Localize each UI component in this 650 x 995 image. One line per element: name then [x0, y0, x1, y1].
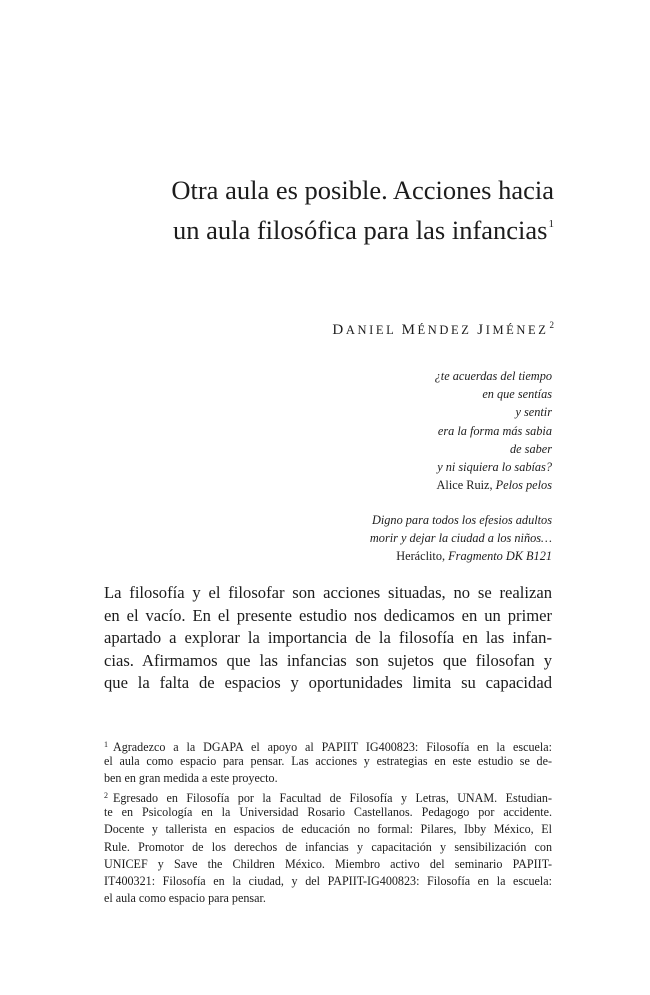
footnote-1-line: ben en gran medida a este proyecto.: [104, 771, 278, 786]
footnote-2-line: IT400321: Filosofía en la ciudad, y del PAPIIT-IG400823: Filosofía en la escuela:: [104, 873, 552, 888]
epigraph-line: morir y dejar la ciudad a los niños…: [369, 531, 552, 546]
footnote-2-line: [104, 787, 552, 804]
author-third-initial: J: [477, 322, 486, 338]
epigraph-line: Digno para todos los efesios adultos: [371, 513, 552, 527]
footnote-2-text: Egresado en Filosofía por la Facultad de Filosofía y Letras, UNAM. Estudian-: [113, 791, 552, 806]
footnote-1-mark: 1: [104, 740, 108, 749]
author-second-rest: ÉNDEZ: [417, 323, 472, 337]
epigraph-line: de saber: [509, 441, 552, 456]
epigraph-source-author: Heráclito,: [396, 549, 446, 564]
footnote-1-line: [104, 736, 552, 753]
epigraph-source: [300, 547, 552, 565]
title-footnote-ref[interactable]: 1: [548, 218, 554, 230]
author-first-rest: ANIEL: [345, 323, 396, 337]
epigraph-line: era la forma más sabia: [437, 423, 552, 438]
body-line: que la falta de espacios y oportunidades limita su capacidad: [104, 673, 552, 693]
title-line-2-text: un aula filosófica para las infancias: [172, 215, 548, 245]
epigraph-heraclito: [300, 511, 552, 566]
epigraph-source-work: Fragmento DK B121: [448, 549, 552, 564]
epigraph-line: y sentir: [515, 405, 552, 420]
author-third-rest: IMÉNEZ: [485, 323, 549, 337]
title-line-1: Otra aula es posible. Acciones hacia: [171, 175, 554, 205]
footnote-2-line: el aula como espacio para pensar.: [104, 890, 266, 905]
author-first-initial: D: [332, 322, 346, 338]
epigraph-alice-ruiz: [300, 367, 552, 494]
body-line: en el vacío. En el presente estudio nos dedicamos en un primer: [104, 605, 552, 625]
author-footnote-ref[interactable]: 2: [549, 320, 554, 330]
body-line: apartado a explorar la importancia de la filosofía en las infan-: [104, 628, 552, 648]
epigraph-line: y ni siquiera lo sabías?: [437, 459, 552, 474]
footnote-1-text: Agradezco a la DGAPA el apoyo al PAPIIT IG400823: Filosofía en la escuela:: [113, 740, 552, 754]
footnote-2-mark: 2: [104, 791, 108, 801]
body-paragraph: [104, 582, 552, 695]
chapter-title: [100, 173, 554, 247]
footnotes: [104, 736, 552, 907]
footnote-1-line: el aula como espacio para pensar. Las acciones y estrategias en este estudio se de-: [104, 754, 552, 769]
epigraph-source: [300, 476, 552, 494]
footnote-2-line: Rule. Promotor de los derechos de infancias y capacitación y sensibilización con: [104, 839, 552, 854]
epigraph-line: en que sentías: [482, 387, 552, 402]
footnote-2-line: te en Psicología en la Universidad Rosario Castellanos. Pedagogo por accidente.: [104, 805, 552, 820]
footnote-2-line: UNICEF y Save the Children México. Miembro activo del seminario PAPIIT-: [104, 856, 552, 871]
author-name: [250, 320, 554, 339]
footnote-2-line: Docente y tallerista en espacios de educación no formal: Pilares, Ibby México, El: [104, 822, 552, 837]
author-second-initial: M: [401, 322, 418, 338]
body-line: cias. Afirmamos que las infancias son sujetos que filosofan y: [104, 650, 552, 670]
epigraph-line: ¿te acuerdas del tiempo: [434, 369, 552, 383]
epigraph-source-author: Alice Ruiz,: [436, 478, 493, 493]
title-line-2: [100, 207, 554, 247]
body-line: La filosofía y el filosofar son acciones situadas, no se realizan: [104, 583, 552, 602]
epigraph-source-work: Pelos pelos: [495, 478, 552, 493]
